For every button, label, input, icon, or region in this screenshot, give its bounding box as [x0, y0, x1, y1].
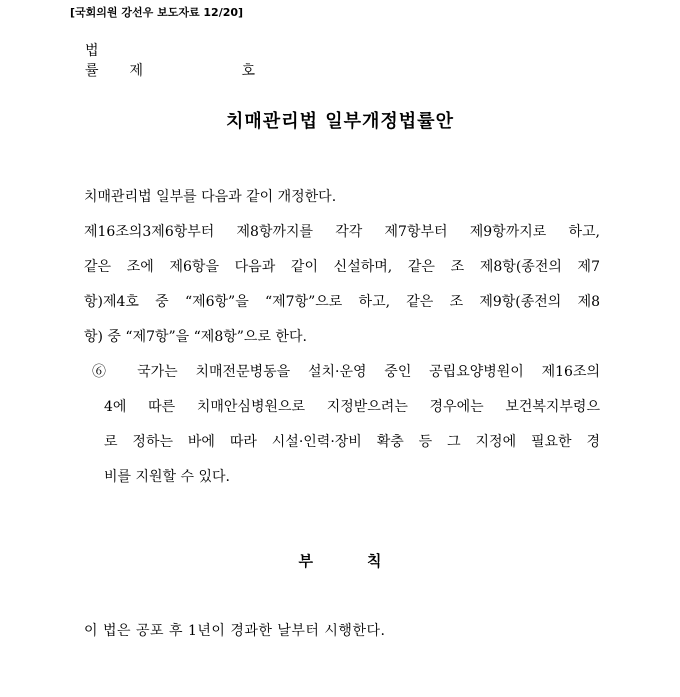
amendment-line: 항) 중 “제7항”을 “제8항”으로 한다.: [84, 329, 307, 345]
supplementary-heading-part2: 칙: [367, 552, 382, 570]
bill-number-je: 제: [129, 63, 143, 79]
bill-body: [84, 180, 600, 495]
amendment-line: 제16조의3제6항부터 제8항까지를 각각 제7항부터 제9항까지로 하고,: [84, 224, 600, 240]
new-clause-line: ⑥ 국가는 치매전문병동을 설치·운영 중인 공립요양병원이 제16조의: [92, 364, 600, 380]
amendment-line: 항)제4호 중 “제6항”을 “제7항”으로 하고, 같은 조 제9항(종전의 제8: [84, 294, 600, 310]
supplementary-heading: [0, 550, 680, 571]
press-release-tag: [국회의원 강선우 보도자료 12/20]: [70, 6, 244, 19]
effective-date-text: 이 법은 공포 후 1년이 경과한 날부터 시행한다.: [84, 623, 386, 639]
bill-number-ho: 호: [241, 63, 255, 79]
supplementary-heading-part1: 부: [298, 552, 313, 570]
amendment-line: 같은 조에 제6항을 다음과 같이 신설하며, 같은 조 제8항(종전의 제7: [84, 259, 600, 275]
bill-title: 치매관리법 일부개정법률안: [226, 111, 454, 132]
intro-line: 치매관리법 일부를 다음과 같이 개정한다.: [84, 189, 337, 205]
bill-number-label: 법률: [85, 43, 99, 79]
new-clause-line: 4에 따른 치매안심병원으로 지정받으려는 경우에는 보건복지부령으: [104, 399, 600, 415]
new-clause-line: 로 정하는 바에 따라 시설·인력·장비 확충 등 그 지정에 필요한 경: [104, 434, 600, 450]
bill-number-line: [85, 40, 255, 80]
new-clause-line: 비를 지원할 수 있다.: [104, 469, 230, 485]
